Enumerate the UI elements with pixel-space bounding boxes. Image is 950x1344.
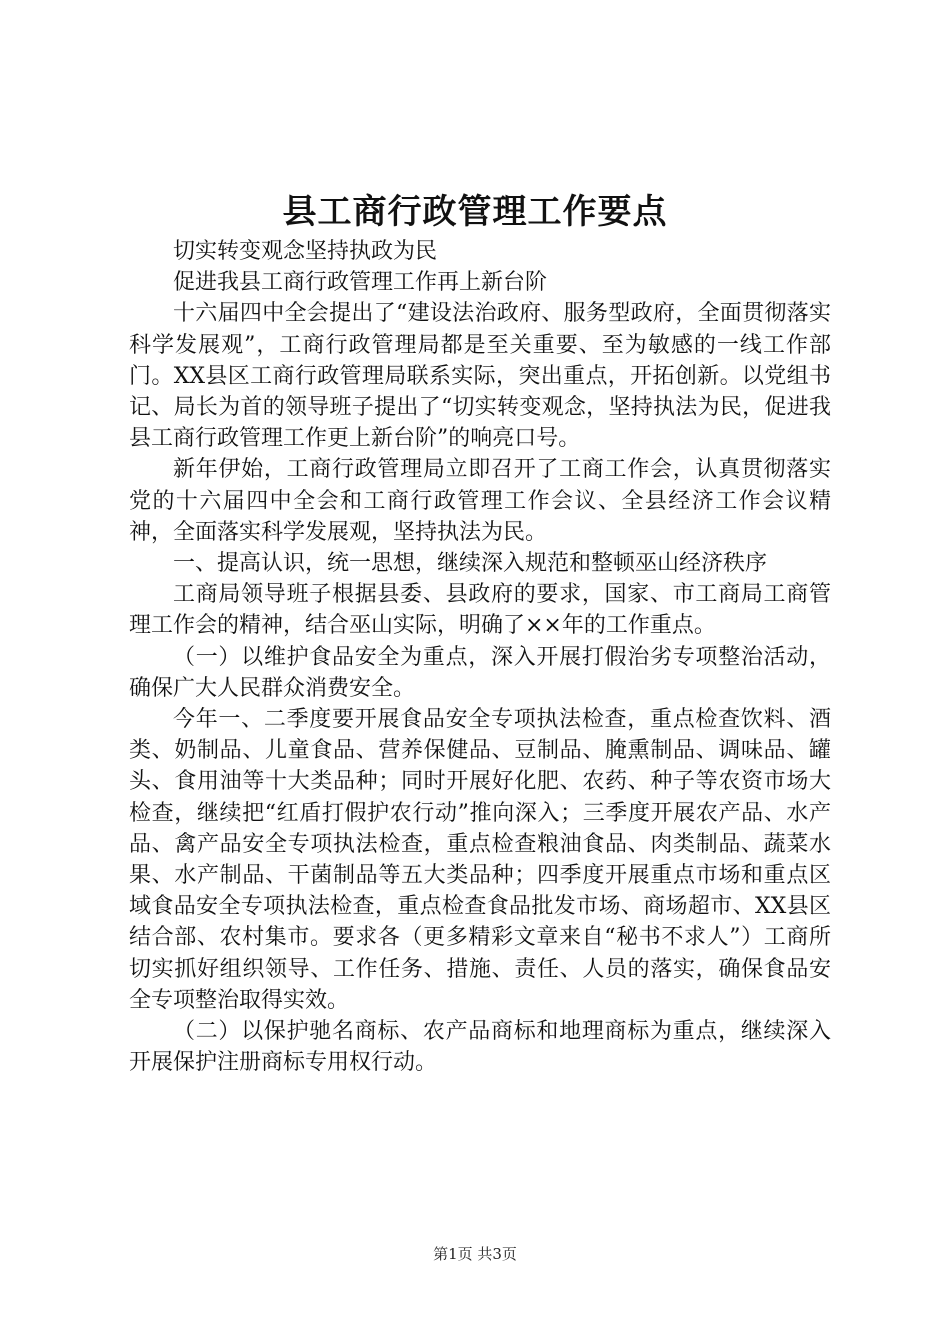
document-title: 县工商行政管理工作要点 bbox=[282, 192, 668, 232]
paragraph: 工商局领导班子根据县委、县政府的要求，国家、市工商局工商管理工作会的精神，结合巫山实际，明确了××年的工作重点。 bbox=[129, 582, 831, 639]
paragraph-subtitle-2: 促进我县工商行政管理工作再上新台阶 bbox=[173, 270, 548, 296]
page-footer: 第1页 共3页 bbox=[433, 1245, 517, 1263]
document-body bbox=[129, 236, 831, 1078]
paragraph: 十六届四中全会提出了“建设法治政府、服务型政府，全面贯彻落实科学发展观”，工商行政管理局都是至关重要、至为敏感的一线工作部门。XX县区工商行政管理局联系实际，突出重点，开拓创新。以党组书记、局长为首的领导班子提出了“切实转变观念，坚持执法为民，促进我县工商行政管理工作更上新台阶”的响亮口号。 bbox=[129, 301, 831, 452]
subsection-heading: （二）以保护驰名商标、农产品商标和地理商标为重点，继续深入开展保护注册商标专用权行动。 bbox=[129, 1019, 831, 1076]
section-heading: 一、提高认识，统一思想，继续深入规范和整顿巫山经济秩序 bbox=[173, 551, 768, 577]
subsection-heading: （一）以维护食品安全为重点，深入开展打假治劣专项整治活动，确保广大人民群众消费安全。 bbox=[129, 644, 831, 701]
paragraph-subtitle-1: 切实转变观念坚持执政为民 bbox=[173, 239, 438, 264]
paragraph: 今年一、二季度要开展食品安全专项执法检查，重点检查饮料、酒类、奶制品、儿童食品、营养保健品、豆制品、腌熏制品、调味品、罐头、食用油等十大类品种；同时开展好化肥、农药、种子等农资市场大检查，继续把“红盾打假护农行动”推向深入；三季度开展农产品、水产品、禽产品安全专项执法检查，重点检查粮油食品、肉类制品、蔬菜水果、水产制品、干菌制品等五大类品种；四季度开展重点市场和重点区域食品安全专项执法检查，重点检查食品批发市场、商场超市、XX县区结合部、农村集市。要求各（更多精彩文章来自“秘书不求人”）工商所切实抓好组织领导、工作任务、措施、责任、人员的落实，确保食品安全专项整治取得实效。 bbox=[129, 707, 831, 1013]
paragraph: 新年伊始，工商行政管理局立即召开了工商工作会，认真贯彻落实党的十六届四中全会和工商行政管理工作会议、全县经济工作会议精神，全面落实科学发展观，坚持执法为民。 bbox=[129, 457, 831, 545]
